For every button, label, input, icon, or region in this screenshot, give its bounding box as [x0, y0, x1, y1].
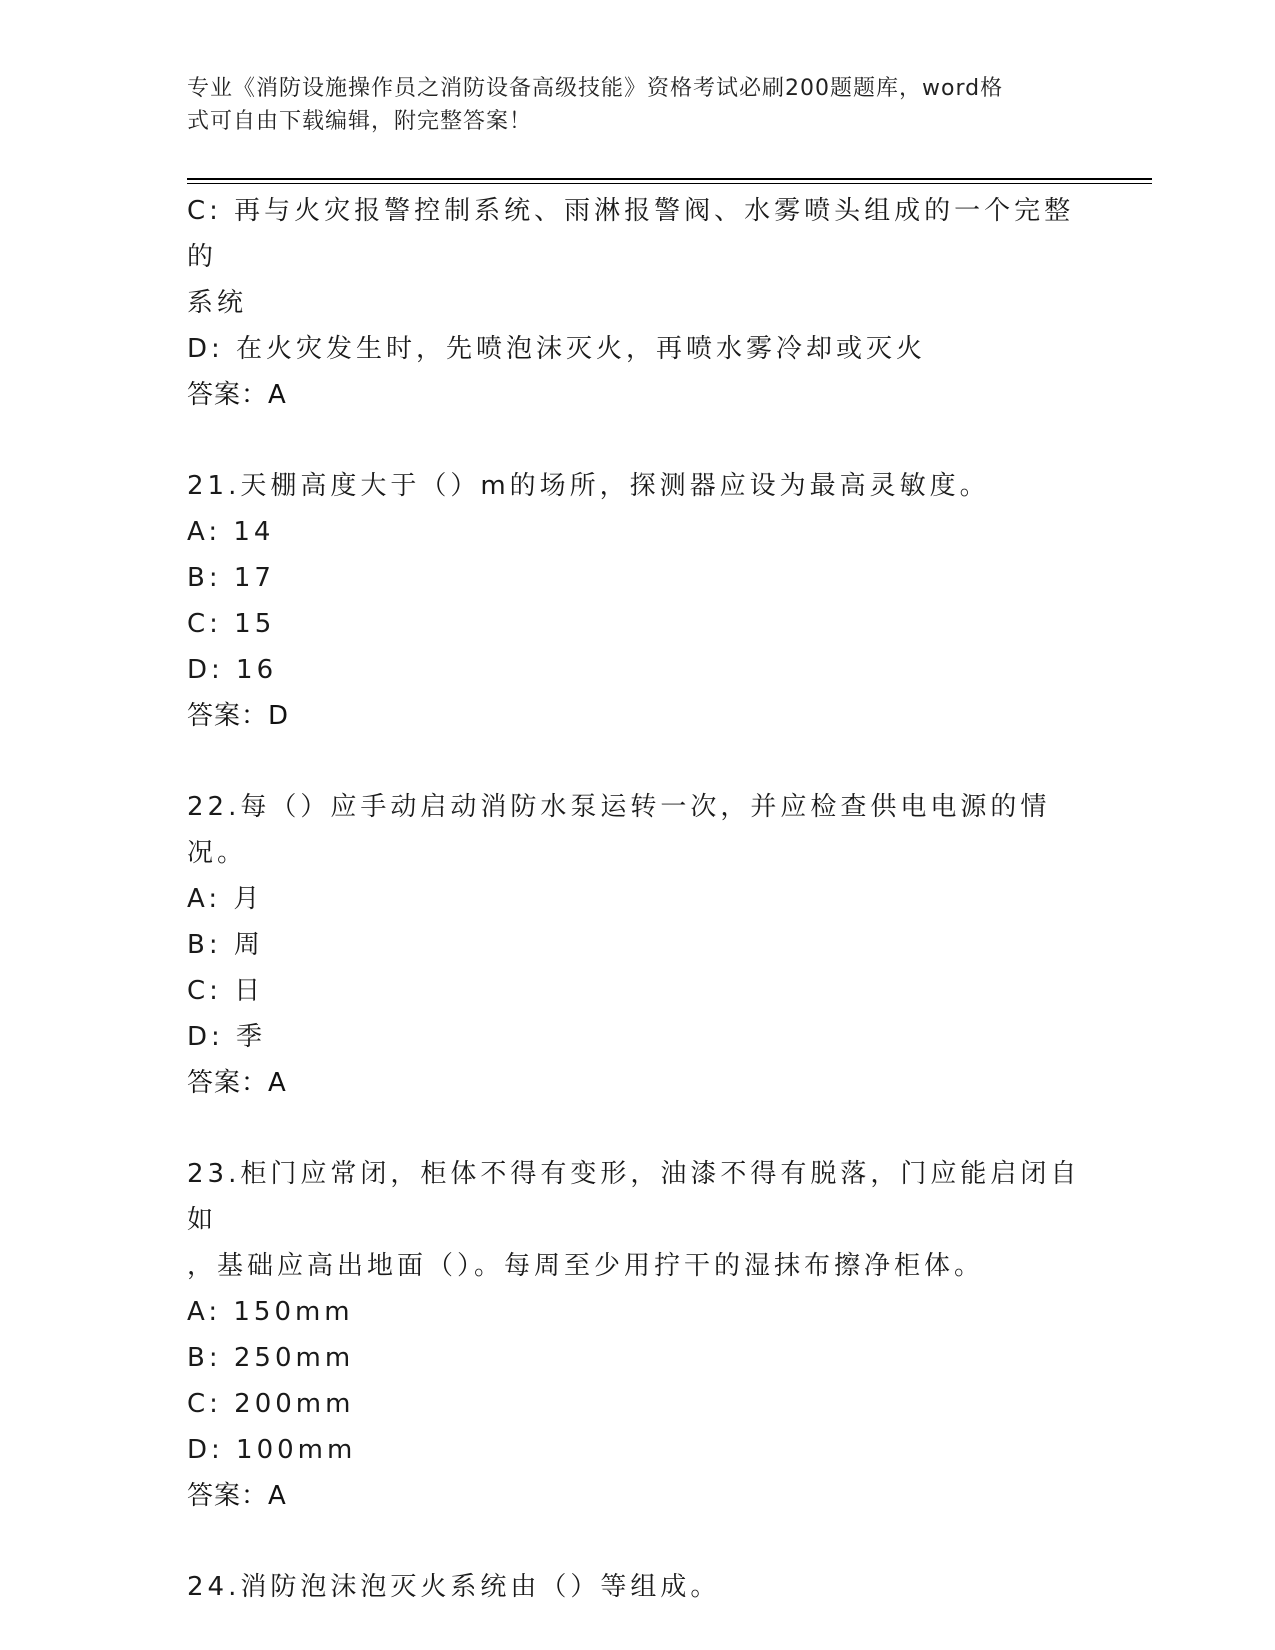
option-a: A: 月 [187, 884, 264, 914]
option-c: C: 200mm [187, 1389, 355, 1419]
question-21 [187, 463, 1087, 739]
question-22 [187, 784, 1087, 1106]
question-stem: 21.天棚高度大于（）m的场所，探测器应设为最高灵敏度。 [187, 471, 990, 501]
option-b: B: 17 [187, 563, 275, 593]
answer: 答案：A [187, 1068, 287, 1098]
document-header [187, 72, 1077, 138]
question-stem-line-2: ，基础应高出地面（）。每周至少用拧干的湿抹布擦净柜体。 [187, 1251, 985, 1281]
header-line-2: 式可自由下载编辑，附完整答案！ [187, 109, 533, 134]
option-d: D: 100mm [187, 1435, 357, 1465]
question-list [187, 188, 1087, 1610]
question-stem-line-1: 23.柜门应常闭，柜体不得有变形，油漆不得有脱落，门应能启闭自如 [187, 1159, 1081, 1235]
question-stem: 24.消防泡沫泡灭火系统由（）等组成。 [187, 1572, 721, 1602]
answer: 答案：D [187, 701, 290, 731]
question-24 [187, 1564, 1087, 1610]
spacer [187, 1519, 1087, 1564]
header-rule-thick [187, 178, 1152, 180]
option-b: B: 250mm [187, 1343, 355, 1373]
answer: 答案：A [187, 380, 287, 410]
header-line-1: 专业《消防设施操作员之消防设备高级技能》资格考试必刷200题题库，word格 [187, 76, 1004, 101]
question-23 [187, 1151, 1087, 1519]
question-20-continued [187, 188, 1087, 418]
spacer [187, 739, 1087, 784]
option-d: D: 16 [187, 655, 278, 685]
option-c-line-2: 系统 [187, 288, 248, 318]
option-d: D: 季 [187, 1022, 267, 1052]
option-c: C: 15 [187, 609, 276, 639]
answer: 答案：A [187, 1481, 287, 1511]
option-a: A: 14 [187, 517, 275, 547]
question-stem: 22.每（）应手动启动消防水泵运转一次，并应检查供电电源的情况。 [187, 792, 1051, 868]
spacer [187, 1106, 1087, 1151]
option-c: C: 日 [187, 976, 265, 1006]
option-a: A: 150mm [187, 1297, 354, 1327]
option-d: D: 在火灾发生时，先喷泡沫灭火，再喷水雾冷却或灭火 [187, 334, 927, 364]
option-c-line-1: C: 再与火灾报警控制系统、雨淋报警阀、水雾喷头组成的一个完整的 [187, 196, 1075, 272]
header-rule-thin [187, 183, 1152, 184]
option-b: B: 周 [187, 930, 264, 960]
spacer [187, 418, 1087, 463]
